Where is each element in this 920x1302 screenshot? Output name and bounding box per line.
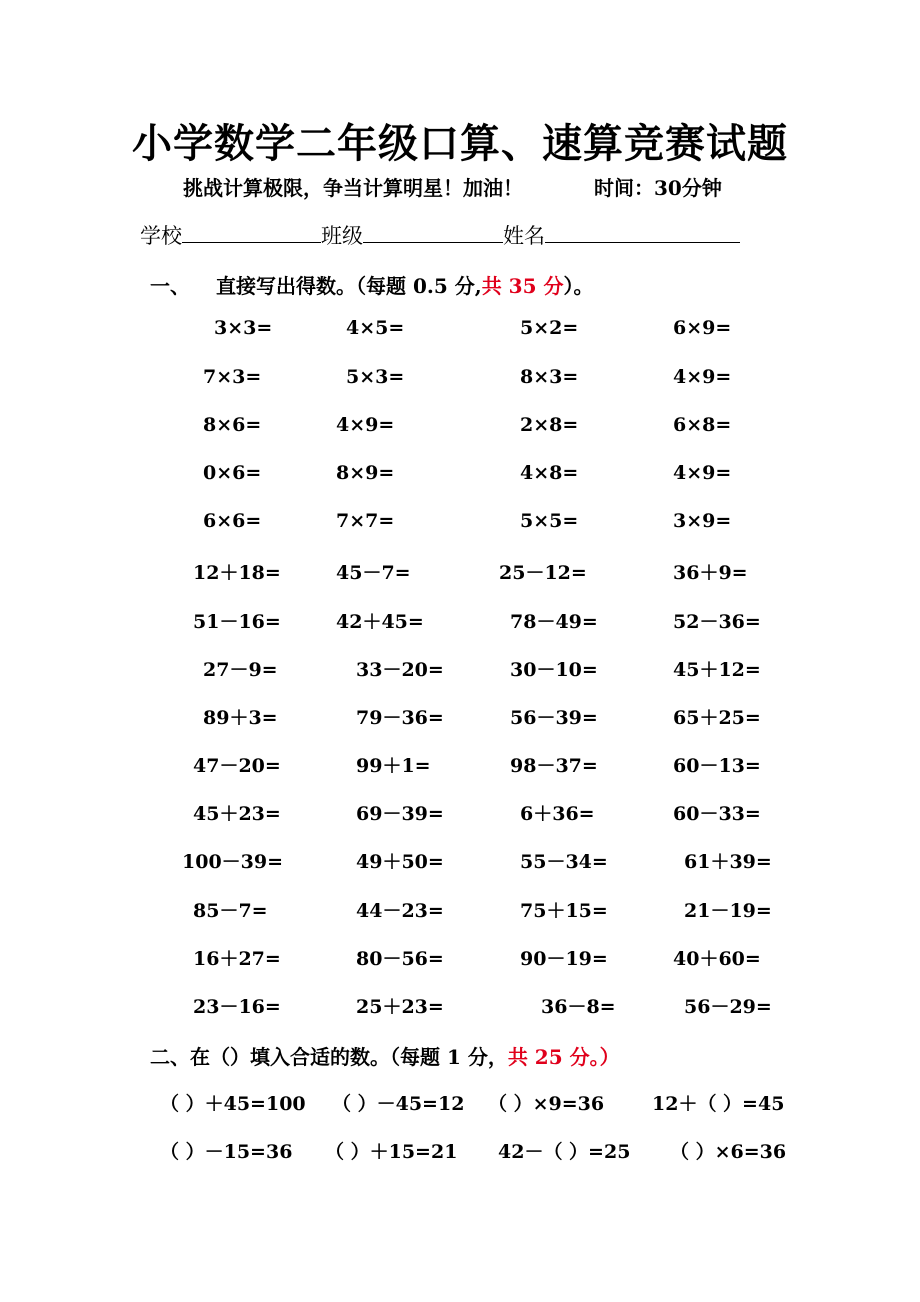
problem-item: 40＋60= <box>673 948 761 970</box>
problem-item: 78－49= <box>510 611 598 633</box>
problem-item: 6＋36= <box>520 803 595 825</box>
problem-item: 8×6= <box>203 414 262 436</box>
problem-item: 4×8= <box>520 462 579 484</box>
problem-item: 5×2= <box>520 317 579 339</box>
problem-item: 69－39= <box>356 803 444 825</box>
problem-item: 30－10= <box>510 659 598 681</box>
page-title: 小学数学二年级口算、速算竞赛试题 <box>132 120 788 167</box>
problem-item: 0×6= <box>203 462 262 484</box>
problem-item: 16＋27= <box>193 948 281 970</box>
problem-item: 6×6= <box>203 510 262 532</box>
student-info-line <box>140 220 740 250</box>
problem-item: 6×9= <box>673 317 732 339</box>
problem-item: 2×8= <box>520 414 579 436</box>
problem-item: 5×5= <box>520 510 579 532</box>
problem-item: 75＋15= <box>520 900 608 922</box>
fill-in-item: （ ）×6=36 <box>670 1141 787 1163</box>
problem-item: 98－37= <box>510 755 598 777</box>
fill-in-item: 12＋（ ）=45 <box>652 1093 785 1115</box>
problem-item: 23－16= <box>193 996 281 1018</box>
problem-item: 5×3= <box>346 366 405 388</box>
problem-item: 56－29= <box>684 996 772 1018</box>
problem-item: 99＋1= <box>356 755 431 777</box>
problem-item: 25－12= <box>499 562 587 584</box>
problem-item: 12＋18= <box>193 562 281 584</box>
school-label: 学校 <box>140 224 182 248</box>
problem-item: 55－34= <box>520 851 608 873</box>
section-2-heading <box>150 1041 620 1070</box>
problem-item: 51－16= <box>193 611 281 633</box>
problem-item: 42＋45= <box>336 611 424 633</box>
section-1-number: 一、 <box>150 274 190 298</box>
problem-item: 56－39= <box>510 707 598 729</box>
fill-in-item: （ ）－15=36 <box>160 1141 293 1163</box>
problem-item: 8×9= <box>336 462 395 484</box>
fill-in-item: （ ）－45=12 <box>332 1093 465 1115</box>
problem-item: 6×8= <box>673 414 732 436</box>
problem-item: 3×9= <box>673 510 732 532</box>
section-1-total: 共 35 分 <box>481 274 564 298</box>
fill-in-item: （ ）＋45=100 <box>160 1093 306 1115</box>
problem-item: 65＋25= <box>673 707 761 729</box>
problem-item: 3×3= <box>214 317 273 339</box>
problem-item: 79－36= <box>356 707 444 729</box>
problem-item: 25＋23= <box>356 996 444 1018</box>
problem-item: 85－7= <box>193 900 268 922</box>
problem-item: 33－20= <box>356 659 444 681</box>
subtitle-time: 时间：30分钟 <box>594 176 722 200</box>
class-blank[interactable] <box>363 220 503 243</box>
name-blank[interactable] <box>545 220 740 243</box>
problem-item: 61＋39= <box>684 851 772 873</box>
class-label: 班级 <box>321 224 363 248</box>
fill-in-item: 42－（ ）=25 <box>498 1141 631 1163</box>
school-blank[interactable] <box>182 220 321 243</box>
problem-item: 4×9= <box>336 414 395 436</box>
problem-item: 21－19= <box>684 900 772 922</box>
problem-item: 27－9= <box>203 659 278 681</box>
problem-item: 44－23= <box>356 900 444 922</box>
fill-in-item: （ ）＋15=21 <box>325 1141 458 1163</box>
subtitle-slogan: 挑战计算极限，争当计算明星！加油！ <box>183 176 523 200</box>
problem-item: 100－39= <box>182 851 284 873</box>
problem-item: 89＋3= <box>203 707 278 729</box>
problem-item: 8×3= <box>520 366 579 388</box>
section-1-heading <box>150 270 593 299</box>
problem-item: 36＋9= <box>673 562 748 584</box>
problem-item: 4×5= <box>346 317 405 339</box>
section-1-tail: ）。 <box>563 274 594 298</box>
problem-item: 4×9= <box>673 462 732 484</box>
problem-item: 90－19= <box>520 948 608 970</box>
problem-item: 47－20= <box>193 755 281 777</box>
problem-item: 7×7= <box>336 510 395 532</box>
problem-item: 7×3= <box>203 366 262 388</box>
section-2-total: 共 25 分。） <box>507 1045 620 1069</box>
problem-item: 52－36= <box>673 611 761 633</box>
problem-item: 60－33= <box>673 803 761 825</box>
section-1-text: 直接写出得数。（每题 0.5 分, <box>216 274 482 298</box>
problem-item: 60－13= <box>673 755 761 777</box>
section-2-text: 二、在（）填入合适的数。（每题 1 分， <box>150 1045 508 1069</box>
fill-in-item: （ ）×9=36 <box>488 1093 605 1115</box>
problem-item: 4×9= <box>673 366 732 388</box>
problem-item: 80－56= <box>356 948 444 970</box>
name-label: 姓名 <box>503 224 545 248</box>
problem-item: 45－7= <box>336 562 411 584</box>
problem-item: 49＋50= <box>356 851 444 873</box>
problem-item: 45＋12= <box>673 659 761 681</box>
problem-item: 36－8= <box>541 996 616 1018</box>
problem-item: 45＋23= <box>193 803 281 825</box>
